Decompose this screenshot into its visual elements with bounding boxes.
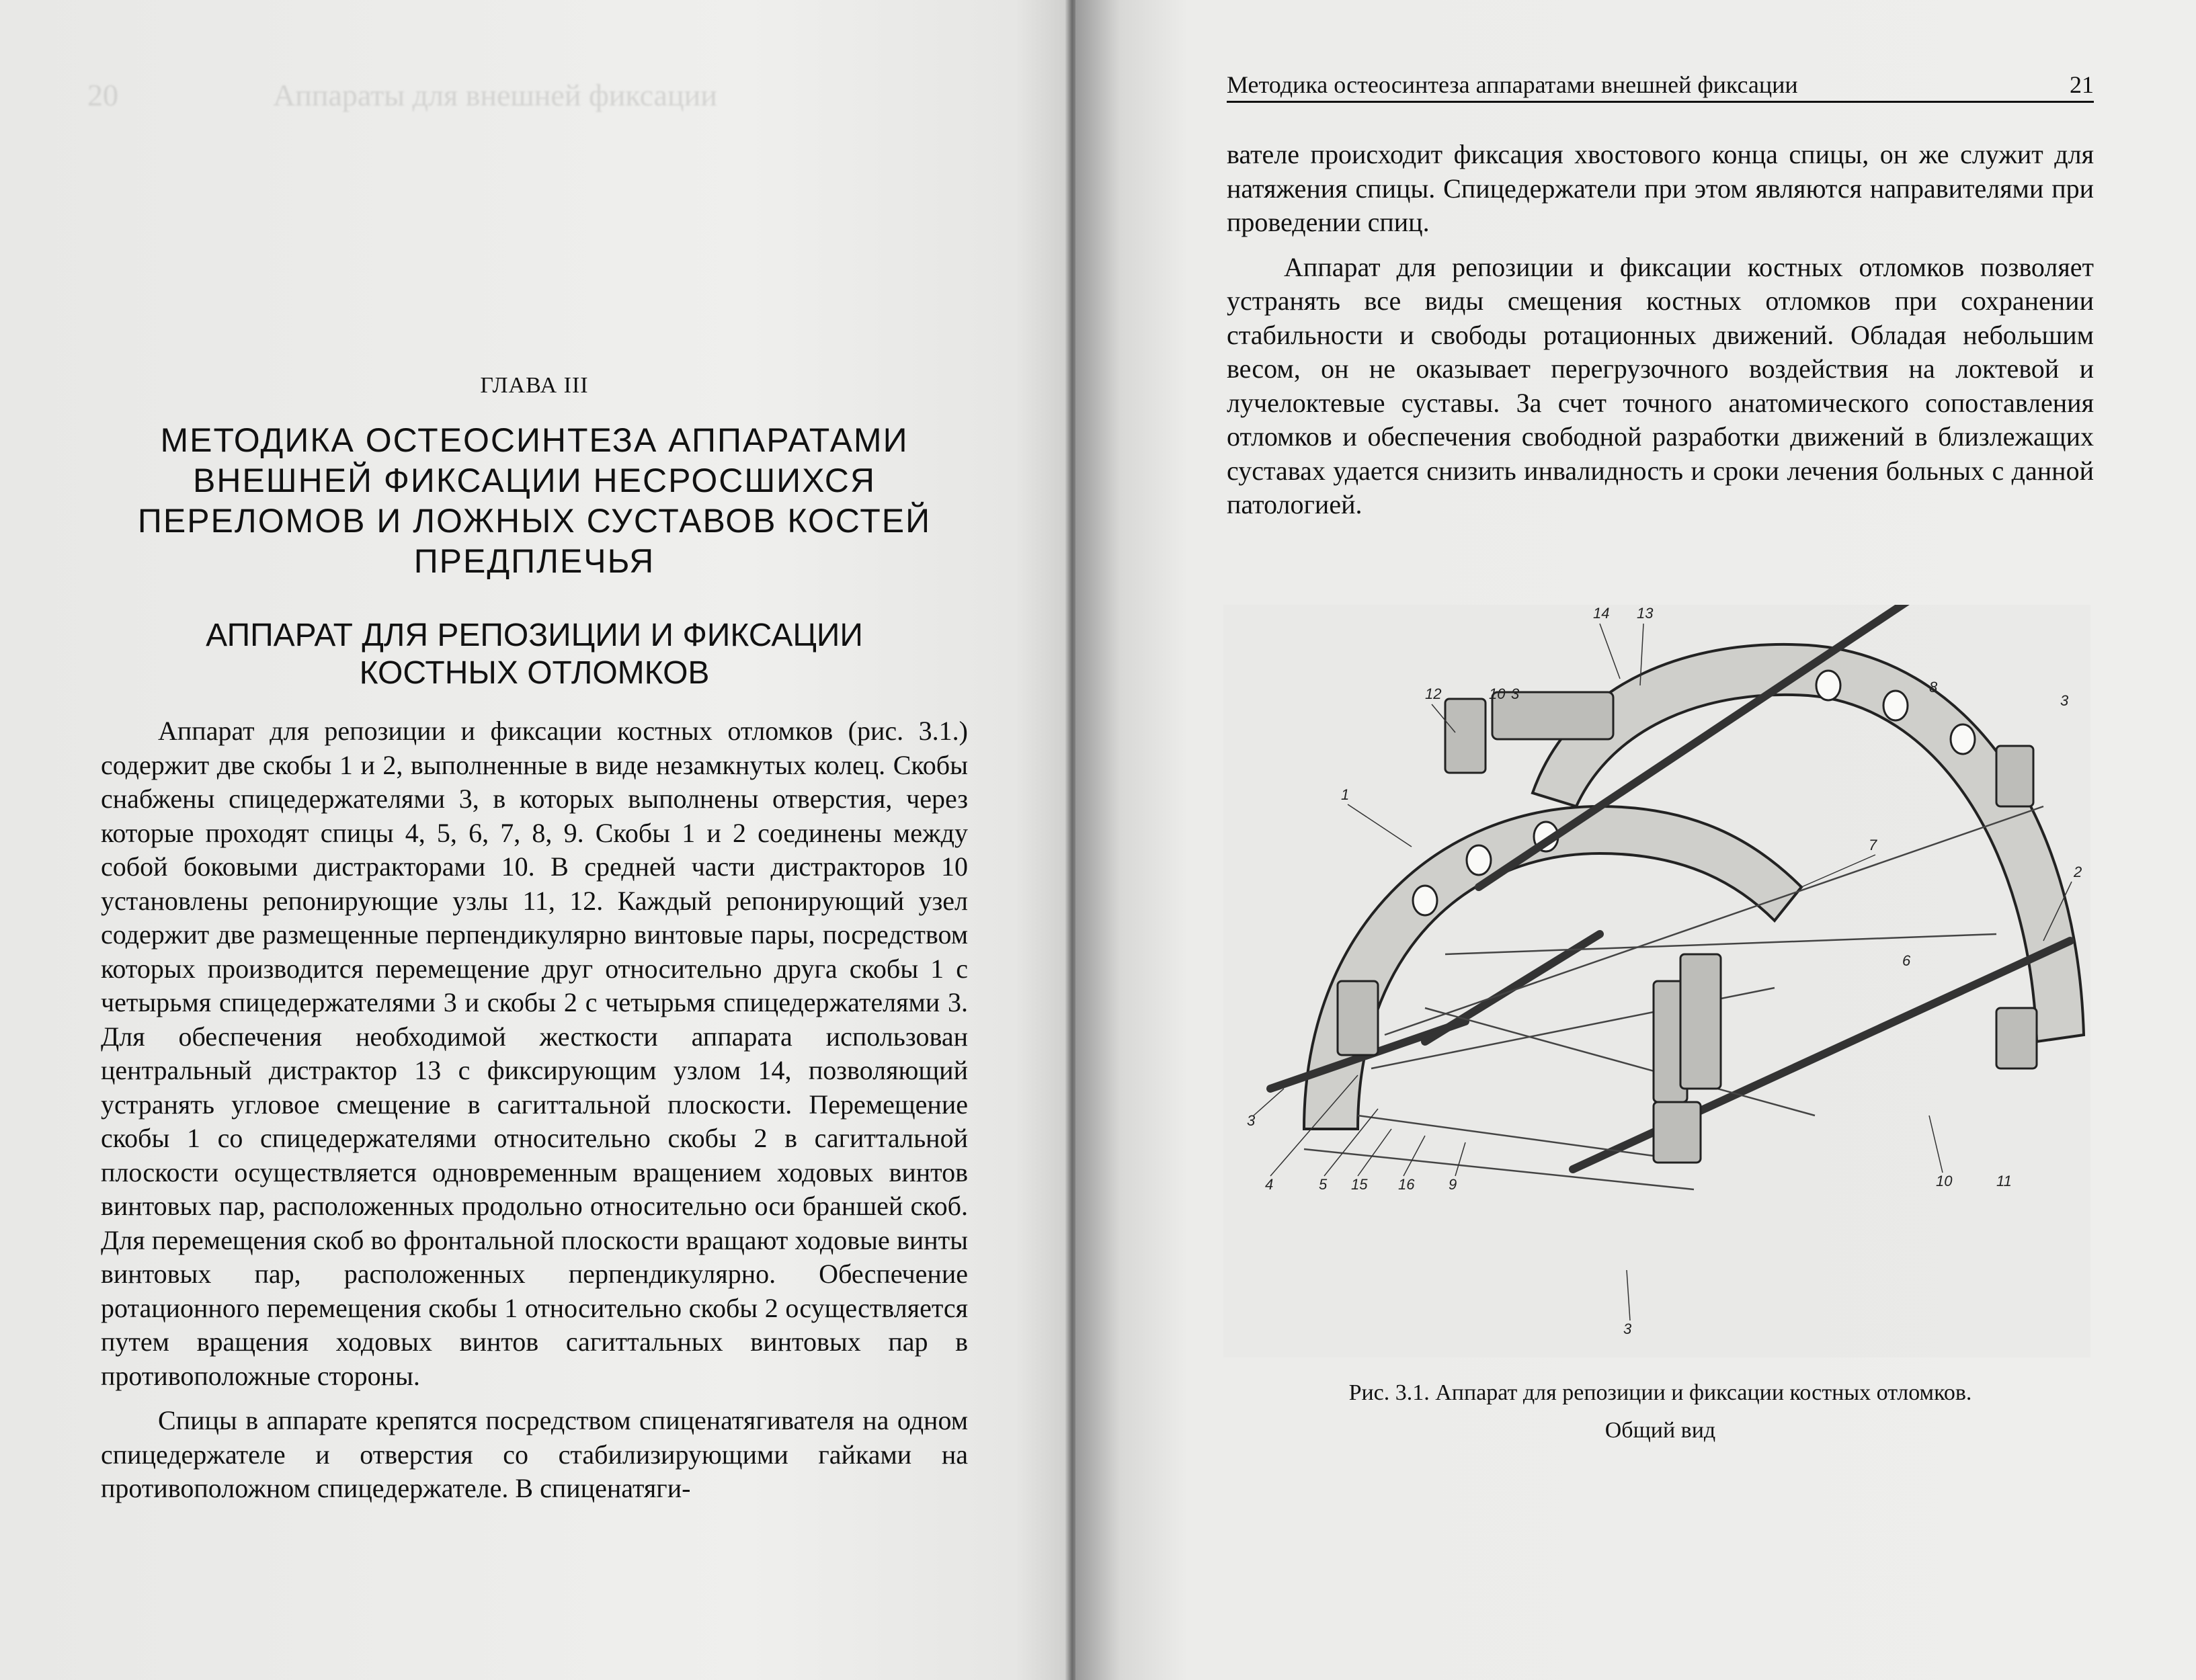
section-title	[101, 617, 968, 692]
callout-14: 14	[1593, 605, 1610, 622]
apparatus-drawing	[1223, 605, 2090, 1357]
bleed-through-title: Аппараты для внешней фиксации	[273, 78, 717, 112]
callout-3-right: 3	[2060, 692, 2069, 709]
chapter-title-line: ПРЕДПЛЕЧЬЯ	[413, 542, 655, 580]
chapter-label: ГЛАВА III	[480, 373, 589, 398]
callout-4: 4	[1265, 1176, 1274, 1193]
section-title-line: АППАРАТ ДЛЯ РЕПОЗИЦИИ И ФИКСАЦИИ	[206, 618, 863, 653]
callout-3-bottom: 3	[1623, 1320, 1632, 1337]
caption-line: Общий вид	[1604, 1418, 1716, 1443]
chapter-title	[81, 420, 988, 581]
chapter-title-line: МЕТОДИКА ОСТЕОСИНТЕЗА АППАРАТАМИ	[160, 421, 909, 459]
callout-3-top: 3	[1511, 685, 1520, 702]
callout-8: 8	[1929, 679, 1938, 696]
callout-11: 11	[1996, 1173, 2012, 1189]
callout-10-top: 10	[1489, 685, 1506, 702]
right-body-text	[1227, 138, 2094, 533]
bleed-through-header	[87, 74, 717, 117]
left-body-text	[101, 714, 968, 1517]
callout-6: 6	[1902, 952, 1911, 969]
paragraph: Аппарат для репозиции и фиксации костных отломков (рис. 3.1.) содержит две скобы 1 и 2, выполненные в виде незамкнутых колец. Скобы снабжены спицедержателями 3, в которых выполнены отверстия, через которые проходят спицы 4, 5, 6, 7, 8, 9. Скобы 1 и 2 соединены между собой боковыми дистракторами 10. В средней части дистракторов 10 установлены репонирующие узлы 11, 12. Каждый репонирующий узел содержит две размещенные перпендикулярно винтовые пары, посредством которых производится перемещение друг относительно друга скобы 1 с четырьмя спицедержателями 3 и скобы 2 с четырьмя спицедержателями 3. Для обеспечения необходимой жесткости аппарата использован центральный дистрактор 13 с фиксирующим узлом 14, позволяющий устранять угловое смещение в сагиттальной плоскости. Перемещение скобы 1 со спицедержателями относительно скобы 2 в сагиттальной плоскости осуществляется одновременным вращением ходовых винтов винтовых пар, расположенных продольно относительно оси браншей скоб. Для перемещения скоб во фронтальной плоскости вращают ходовые винты винтовых пар, расположенных перпендикулярно. Обеспечение ротационного перемещения скобы 1 относительно скобы 2 осуществляется путем вращения ходовых винтов сагиттальных винтовых пар в противоположные стороны.	[101, 716, 968, 1391]
paragraph: Спицы в аппарате крепятся посредством спиценатягивателя на одном спицедержателе и отверстия со стабилизирующими гайками на противоположном спицедержателе. В спиценатяги-	[101, 1405, 968, 1503]
callout-9: 9	[1449, 1176, 1457, 1193]
callout-10-bottom: 10	[1936, 1173, 1953, 1189]
callout-5: 5	[1319, 1176, 1328, 1193]
running-head	[1227, 71, 2094, 103]
caption-line: Рис. 3.1. Аппарат для репозиции и фиксации костных отломков.	[1348, 1380, 1972, 1405]
callout-3-left: 3	[1247, 1112, 1256, 1129]
section-title-line: КОСТНЫХ ОТЛОМКОВ	[359, 655, 710, 691]
chapter-title-line: ПЕРЕЛОМОВ И ЛОЖНЫХ СУСТАВОВ КОСТЕЙ	[137, 502, 932, 540]
callout-1: 1	[1341, 786, 1350, 803]
right-page	[1075, 0, 2196, 1680]
callout-16: 16	[1398, 1176, 1415, 1193]
repositioning-unit	[1445, 699, 1486, 773]
bleed-through-page-number: 20	[87, 78, 118, 112]
callout-7: 7	[1869, 837, 1877, 853]
figure-apparatus	[1223, 605, 2090, 1357]
running-head-title: Методика остеосинтеза аппаратами внешней фиксации	[1227, 71, 1798, 98]
left-page	[0, 0, 1069, 1680]
chapter-title-line: ВНЕШНЕЙ ФИКСАЦИИ НЕСРОСШИХСЯ	[192, 462, 877, 499]
paragraph: Аппарат для репозиции и фиксации костных отломков позволяет устранять все виды смещения костных отломков при сохранении стабильности и свободы ротационных движений. Обладая небольшим весом, он не оказывает перегрузочного воздействия на локтевой и лучелоктевые суставы. За счет точного анатомического сопоставления отломков и обеспечения свободной разработки движений в близлежащих суставах удается снизить инвалидность и сроки лечения больных с данной патологией.	[1227, 251, 2094, 519]
callout-13: 13	[1637, 605, 1654, 622]
callout-12: 12	[1425, 685, 1442, 702]
page-number: 21	[2070, 71, 2094, 98]
figure-caption	[1227, 1374, 2094, 1450]
paragraph: вателе происходит фиксация хвостового конца спицы, он же служит для натяжения спицы. Спицедержатели при этом являются направителями при проведении спиц.	[1227, 139, 2094, 237]
repositioning-unit	[1680, 954, 1721, 1089]
callout-2: 2	[2074, 864, 2082, 880]
callout-15: 15	[1351, 1176, 1368, 1193]
